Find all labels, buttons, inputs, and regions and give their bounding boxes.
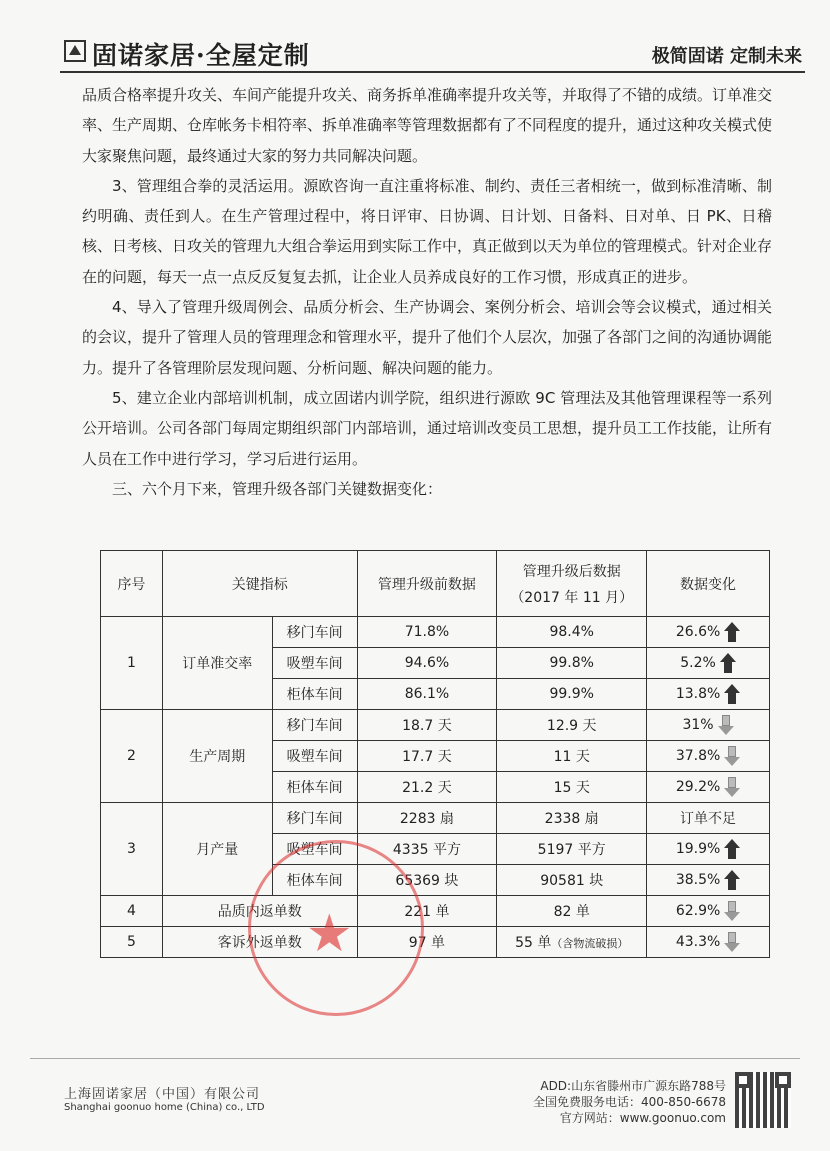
cell-before: 21.2 天	[357, 772, 497, 803]
change-value: 37.8%	[675, 748, 721, 764]
table-row	[101, 927, 770, 958]
paragraph: 品质合格率提升攻关、车间产能提升攻关、商务拆单准确率提升攻关等，并取得了不错的成绩。订单准交率、生产周期、仓库帐务卡相符率、拆单准确率等管理数据都有了不同程度的提升，通过这种攻关模式使大家聚焦问题，最终通过大家的努力共同解决问题。	[82, 86, 773, 165]
paragraph: 3、管理组合拳的灵活运用。源欧咨询一直注重将标准、制约、责任三者相统一，做到标准清晰、制约明确、责任到人。在生产管理过程中，将日评审、日协调、日计划、日备料、日对单、日 PK、日稽核、日考核、日攻关的管理九大组合拳运用到实际工作中，真正做到以天为单位的管理模式。针对企业存在的问题，每天一点一点反反复复去抓，让企业人员养成良好的工作习惯，形成真正的进步。	[82, 176, 773, 286]
after-value: 55 单	[515, 935, 552, 951]
brand-name: 固诺家居·全屋定制	[92, 41, 310, 70]
footer-address: ADD:山东省滕州市广源东路788号	[540, 1079, 726, 1093]
cell-after: 98.4%	[497, 617, 647, 648]
cell-before: 4335 平方	[357, 834, 497, 865]
arrow-down-icon	[718, 715, 734, 735]
body-text	[82, 80, 772, 504]
cell-sub-metric: 移门车间	[272, 617, 357, 648]
arrow-down-icon	[724, 901, 740, 921]
cell-change	[647, 617, 770, 648]
cell-after: 12.9 天	[497, 710, 647, 741]
cell-metric: 生产周期	[162, 710, 272, 803]
cell-change	[647, 927, 770, 958]
cell-metric: 订单准交率	[162, 617, 272, 710]
cell-after	[497, 927, 647, 958]
change-value: 29.2%	[675, 779, 721, 795]
cell-after: 11 天	[497, 741, 647, 772]
change-value: 13.8%	[675, 686, 721, 702]
cell-change	[647, 865, 770, 896]
change-value: 38.5%	[675, 872, 721, 888]
after-value: 82 单	[553, 904, 590, 920]
change-value: 31%	[682, 717, 714, 733]
cell-before: 71.8%	[357, 617, 497, 648]
header-change: 数据变化	[647, 551, 770, 617]
footer-hotline: 全国免费服务电话：400-850-6678	[532, 1095, 726, 1109]
arrow-up-icon	[724, 870, 740, 890]
cell-metric: 月产量	[162, 803, 272, 896]
cell-after	[497, 896, 647, 927]
arrow-up-icon	[720, 653, 736, 673]
cell-no: 1	[101, 617, 163, 710]
cell-sub-metric: 吸塑车间	[272, 741, 357, 772]
arrow-up-icon	[724, 839, 740, 859]
table-row	[101, 617, 770, 648]
table-header-row	[101, 551, 770, 617]
cell-no: 5	[101, 927, 163, 958]
table-row	[101, 710, 770, 741]
triangle-logo-icon	[64, 40, 86, 62]
cell-change	[647, 834, 770, 865]
cell-sub-metric: 吸塑车间	[272, 834, 357, 865]
cell-no: 4	[101, 896, 163, 927]
cell-change	[647, 803, 770, 834]
paragraph: 三、六个月下来，管理升级各部门关键数据变化：	[112, 479, 443, 498]
cell-after: 99.8%	[497, 648, 647, 679]
footer-company-cn: 上海固诺家居（中国）有限公司	[64, 1087, 261, 1102]
cell-before: 86.1%	[357, 679, 497, 710]
cell-sub-metric: 柜体车间	[272, 679, 357, 710]
header-after-line1: 管理升级后数据	[522, 563, 621, 580]
slogan: 极简固诺 定制未来	[651, 46, 802, 67]
cell-change	[647, 741, 770, 772]
arrow-down-icon	[724, 932, 740, 952]
page-header	[0, 0, 830, 75]
arrow-down-icon	[724, 777, 740, 797]
cell-metric: 客诉外返单数	[162, 927, 357, 958]
cell-after: 5197 平方	[497, 834, 647, 865]
arrow-down-icon	[724, 746, 740, 766]
cell-change	[647, 896, 770, 927]
cell-before: 65369 块	[357, 865, 497, 896]
cell-sub-metric: 柜体车间	[272, 772, 357, 803]
cell-sub-metric: 吸塑车间	[272, 648, 357, 679]
cell-after: 99.9%	[497, 679, 647, 710]
footer-company-en: Shanghai goonuo home (China) co., LTD	[64, 1102, 265, 1113]
arrow-up-icon	[724, 684, 740, 704]
cell-before: 18.7 天	[357, 710, 497, 741]
cell-metric: 品质内返单数	[162, 896, 357, 927]
cell-after: 90581 块	[497, 865, 647, 896]
cell-change	[647, 679, 770, 710]
change-value: 19.9%	[675, 841, 721, 857]
cell-before: 94.6%	[357, 648, 497, 679]
table-row	[101, 803, 770, 834]
arrow-up-icon	[724, 622, 740, 642]
cell-before: 221 单	[357, 896, 497, 927]
header-no: 序号	[101, 551, 163, 617]
cell-before: 97 单	[357, 927, 497, 958]
cell-no: 3	[101, 803, 163, 896]
cell-before: 2283 扇	[357, 803, 497, 834]
cell-sub-metric: 移门车间	[272, 710, 357, 741]
header-metric: 关键指标	[162, 551, 357, 617]
header-after-line2: （2017 年 11 月）	[510, 589, 634, 606]
cell-change	[647, 648, 770, 679]
change-value: 43.3%	[675, 934, 721, 950]
paragraph: 4、导入了管理升级周例会、品质分析会、生产协调会、案例分析会、培训会等会议模式，通过相关的会议，提升了管理人员的管理理念和管理水平，提升了他们个人层次，加强了各部门之间的沟通协调能力。提升了各管理阶层发现问题、分析问题、解决问题的能力。	[82, 298, 773, 377]
footer-contact	[533, 1078, 726, 1126]
cell-after: 2338 扇	[497, 803, 647, 834]
header-divider	[60, 71, 805, 73]
cell-sub-metric: 移门车间	[272, 803, 357, 834]
header-before: 管理升级前数据	[357, 551, 497, 617]
cell-after: 15 天	[497, 772, 647, 803]
data-table	[100, 550, 770, 964]
cell-no: 2	[101, 710, 163, 803]
after-note: （含物流破损）	[551, 937, 629, 950]
footer-website: 官方网站：www.goonuo.com	[559, 1111, 726, 1125]
cell-change	[647, 710, 770, 741]
header-after	[497, 551, 647, 617]
qr-code	[735, 1072, 791, 1128]
stamp-star-icon: ★	[306, 904, 353, 964]
cell-sub-metric: 柜体车间	[272, 865, 357, 896]
paragraph: 5、建立企业内部培训机制，成立固诺内训学院，组织进行源欧 9C 管理法及其他管理课程等一系列公开培训。公司各部门每周定期组织部门内部培训，通过培训改变员工思想，提升员工工作技能，让所有人员在工作中进行学习，学习后进行运用。	[82, 388, 773, 468]
change-value: 26.6%	[675, 624, 721, 640]
change-value: 62.9%	[675, 903, 721, 919]
change-value: 5.2%	[680, 655, 716, 671]
change-value: 订单不足	[680, 811, 737, 827]
footer-divider	[30, 1058, 800, 1059]
cell-change	[647, 772, 770, 803]
table-row	[101, 896, 770, 927]
cell-before: 17.7 天	[357, 741, 497, 772]
